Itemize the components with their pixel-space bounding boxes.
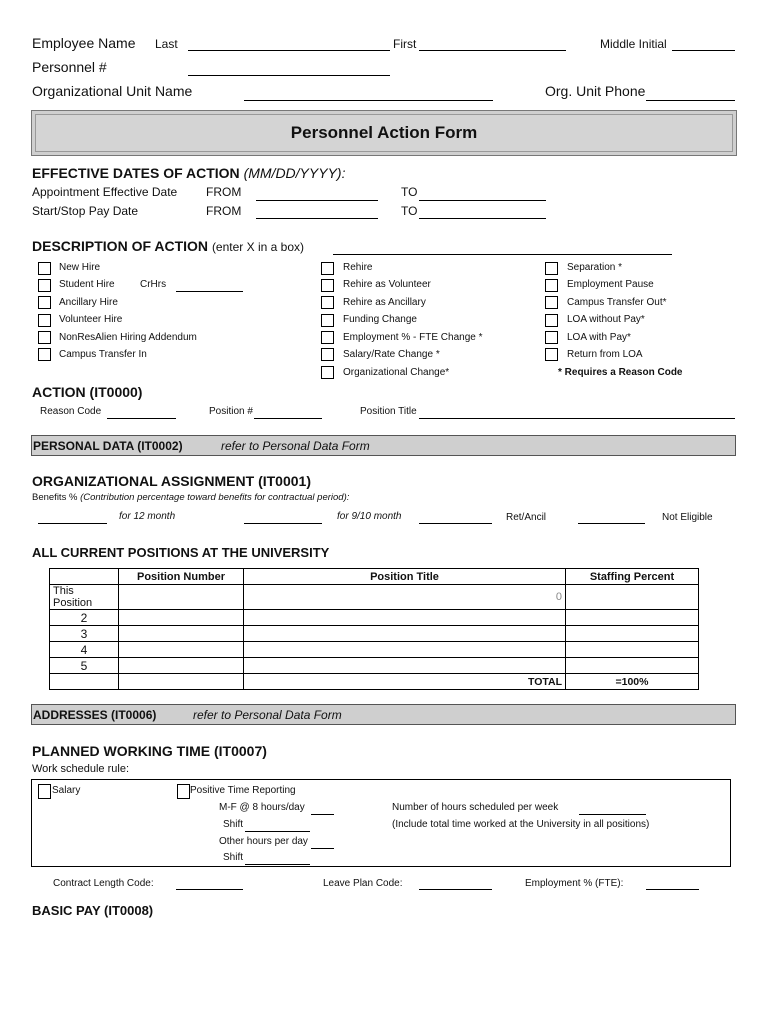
- nonresalien-checkbox[interactable]: [38, 331, 51, 344]
- campus-transfer-out-label: Campus Transfer Out*: [567, 297, 667, 308]
- middle-initial-label: Middle Initial: [600, 37, 667, 51]
- middle-initial-field[interactable]: [672, 50, 735, 51]
- position-number-cell[interactable]: [119, 658, 244, 674]
- employee-name-label: Employee Name: [32, 35, 136, 51]
- return-from-loa-label: Return from LOA: [567, 349, 643, 360]
- fte-change-checkbox[interactable]: [321, 331, 334, 344]
- personal-data-band: [31, 435, 736, 456]
- appointment-from-label: FROM: [206, 185, 242, 199]
- benefits-label: Benefits % (Contribution percentage toward benefits for contractual period):: [32, 492, 350, 503]
- employment-fte-field[interactable]: [646, 889, 699, 890]
- table-header-row: [50, 569, 699, 585]
- staffing-percent-cell[interactable]: [566, 585, 699, 610]
- org-unit-name-field[interactable]: [244, 100, 493, 101]
- volunteer-hire-label: Volunteer Hire: [59, 314, 123, 325]
- addresses-note: refer to Personal Data Form: [193, 708, 342, 722]
- org-unit-phone-field[interactable]: [646, 100, 735, 101]
- row-label: 3: [50, 626, 119, 642]
- staffing-percent-cell[interactable]: [566, 658, 699, 674]
- org-assignment-heading: ORGANIZATIONAL ASSIGNMENT (IT0001): [32, 473, 311, 489]
- benefits-9-10-month-field[interactable]: [244, 523, 322, 524]
- positive-time-checkbox[interactable]: [177, 784, 190, 799]
- mf-hours-label: M-F @ 8 hours/day: [219, 802, 305, 813]
- appointment-from-field[interactable]: [256, 200, 378, 201]
- addresses-band: [31, 704, 736, 725]
- rehire-checkbox[interactable]: [321, 262, 334, 275]
- personal-data-note: refer to Personal Data Form: [221, 439, 370, 453]
- total-empty-cell: [50, 674, 119, 690]
- position-title-cell[interactable]: [244, 642, 566, 658]
- org-unit-phone-label: Org. Unit Phone: [545, 83, 646, 99]
- shift-label-1: Shift: [223, 819, 244, 830]
- hours-per-week-field[interactable]: [579, 814, 646, 815]
- col-position-title: Position Title: [244, 569, 566, 585]
- description-heading: DESCRIPTION OF ACTION (enter X in a box): [32, 238, 304, 254]
- basic-pay-heading: BASIC PAY (IT0008): [32, 903, 154, 918]
- table-row: [50, 585, 699, 610]
- staffing-percent-cell[interactable]: [566, 642, 699, 658]
- position-number-cell[interactable]: [119, 610, 244, 626]
- table-row: [50, 626, 699, 642]
- action-heading: ACTION (IT0000): [32, 384, 143, 400]
- employment-pause-label: Employment Pause: [567, 279, 654, 290]
- personnel-number-label: Personnel #: [32, 59, 107, 75]
- addresses-label: ADDRESSES (IT0006): [33, 708, 157, 722]
- rehire-label: Rehire: [343, 262, 373, 273]
- nonresalien-label: NonResAlien Hiring Addendum: [59, 332, 197, 343]
- for-9-10-month-label: for 9/10 month: [337, 511, 402, 522]
- other-hours-field[interactable]: [311, 848, 334, 849]
- loa-with-pay-label: LOA with Pay*: [567, 332, 631, 343]
- not-eligible-label: Not Eligible: [662, 512, 713, 523]
- employment-pause-checkbox[interactable]: [545, 279, 558, 292]
- benefits-not-eligible-field[interactable]: [578, 523, 645, 524]
- salary-change-label: Salary/Rate Change *: [343, 349, 440, 360]
- table-row: [50, 658, 699, 674]
- startstop-date-label: Start/Stop Pay Date: [32, 204, 139, 218]
- startstop-to-label: TO: [401, 204, 418, 218]
- ancillary-hire-checkbox[interactable]: [38, 296, 51, 309]
- startstop-from-field[interactable]: [256, 218, 378, 219]
- total-label: TOTAL: [244, 674, 566, 690]
- crhrs-label: CrHrs: [140, 279, 167, 290]
- org-unit-name-label: Organizational Unit Name: [32, 83, 193, 99]
- description-field[interactable]: [333, 254, 672, 255]
- for-12-month-label: for 12 month: [119, 511, 176, 522]
- effective-dates-heading: EFFECTIVE DATES OF ACTION (MM/DD/YYYY):: [32, 165, 346, 181]
- shift-label-2: Shift: [223, 852, 244, 863]
- shift-field-1[interactable]: [245, 831, 310, 832]
- contract-length-field[interactable]: [176, 889, 243, 890]
- planned-working-time-box: [31, 779, 731, 867]
- new-hire-checkbox[interactable]: [38, 262, 51, 275]
- org-change-label: Organizational Change*: [343, 367, 450, 378]
- position-title-cell[interactable]: 0: [244, 585, 566, 610]
- staffing-percent-cell[interactable]: [566, 610, 699, 626]
- personnel-number-field[interactable]: [188, 75, 390, 76]
- rehire-ancillary-label: Rehire as Ancillary: [343, 297, 426, 308]
- org-change-checkbox[interactable]: [321, 366, 334, 379]
- position-number-field[interactable]: [254, 418, 322, 419]
- loa-without-pay-label: LOA without Pay*: [567, 314, 645, 325]
- benefits-12-month-field[interactable]: [38, 523, 107, 524]
- return-from-loa-checkbox[interactable]: [545, 348, 558, 361]
- position-title-field[interactable]: [419, 418, 735, 419]
- salary-label: Salary: [52, 785, 81, 796]
- rehire-volunteer-label: Rehire as Volunteer: [343, 279, 431, 290]
- position-title-cell[interactable]: [244, 610, 566, 626]
- position-title-cell[interactable]: [244, 658, 566, 674]
- fte-change-label: Employment % - FTE Change *: [343, 332, 483, 343]
- total-value: =100%: [566, 674, 699, 690]
- crhrs-field[interactable]: [176, 291, 243, 292]
- campus-transfer-in-checkbox[interactable]: [38, 348, 51, 361]
- rehire-ancillary-checkbox[interactable]: [321, 296, 334, 309]
- loa-with-pay-checkbox[interactable]: [545, 331, 558, 344]
- table-corner-cell: [50, 569, 119, 585]
- row-label: 2: [50, 610, 119, 626]
- reason-code-label: Reason Code: [40, 406, 102, 417]
- personal-data-label: PERSONAL DATA (IT0002): [33, 439, 183, 453]
- positions-table: [49, 568, 699, 690]
- mf-hours-field[interactable]: [311, 814, 334, 815]
- position-number-label: Position #: [209, 406, 253, 417]
- first-name-field[interactable]: [419, 50, 566, 51]
- campus-transfer-out-checkbox[interactable]: [545, 296, 558, 309]
- position-number-cell[interactable]: [119, 626, 244, 642]
- loa-without-pay-checkbox[interactable]: [545, 314, 558, 327]
- funding-change-checkbox[interactable]: [321, 314, 334, 327]
- salary-checkbox[interactable]: [38, 784, 51, 799]
- contract-length-label: Contract Length Code:: [53, 878, 154, 889]
- appointment-date-label: Appointment Effective Date: [32, 185, 178, 199]
- startstop-to-field[interactable]: [419, 218, 546, 219]
- employment-fte-label: Employment % (FTE):: [525, 878, 624, 889]
- table-total-row: [50, 674, 699, 690]
- position-title-cell[interactable]: [244, 626, 566, 642]
- requires-reason-note: * Requires a Reason Code: [558, 367, 683, 378]
- form-title-box: [31, 110, 737, 156]
- position-number-cell[interactable]: [119, 642, 244, 658]
- separation-checkbox[interactable]: [545, 262, 558, 275]
- salary-change-checkbox[interactable]: [321, 348, 334, 361]
- position-number-cell[interactable]: [119, 585, 244, 610]
- form-title: Personnel Action Form: [290, 123, 478, 142]
- position-title-label: Position Title: [360, 406, 417, 417]
- table-row: [50, 642, 699, 658]
- student-hire-checkbox[interactable]: [38, 279, 51, 292]
- positive-time-label: Positive Time Reporting: [190, 785, 296, 796]
- leave-plan-field[interactable]: [419, 889, 492, 890]
- positions-heading: ALL CURRENT POSITIONS AT THE UNIVERSITY: [32, 545, 330, 560]
- appointment-to-field[interactable]: [419, 200, 546, 201]
- new-hire-label: New Hire: [59, 262, 101, 273]
- col-position-number: Position Number: [119, 569, 244, 585]
- first-name-label: First: [393, 37, 417, 51]
- hours-per-week-label: Number of hours scheduled per week: [392, 802, 559, 813]
- shift-field-2[interactable]: [245, 864, 310, 865]
- ret-ancil-label: Ret/Ancil: [506, 512, 547, 523]
- planned-working-time-heading: PLANNED WORKING TIME (IT0007): [32, 743, 267, 759]
- leave-plan-label: Leave Plan Code:: [323, 878, 403, 889]
- last-name-field[interactable]: [188, 50, 390, 51]
- funding-change-label: Funding Change: [343, 314, 417, 325]
- other-hours-label: Other hours per day: [219, 836, 308, 847]
- appointment-to-label: TO: [401, 185, 418, 199]
- row-label: This Position: [50, 585, 119, 610]
- include-note: (Include total time worked at the University in all positions): [392, 819, 650, 830]
- separation-label: Separation *: [567, 262, 623, 273]
- staffing-percent-cell[interactable]: [566, 626, 699, 642]
- ancillary-hire-label: Ancillary Hire: [59, 297, 118, 308]
- rehire-volunteer-checkbox[interactable]: [321, 279, 334, 292]
- benefits-ret-ancil-field[interactable]: [419, 523, 492, 524]
- startstop-from-label: FROM: [206, 204, 242, 218]
- col-staffing-percent: Staffing Percent: [566, 569, 699, 585]
- work-schedule-rule-label: Work schedule rule:: [32, 763, 130, 775]
- table-row: [50, 610, 699, 626]
- row-label: 4: [50, 642, 119, 658]
- student-hire-label: Student Hire: [59, 279, 115, 290]
- total-empty-cell: [119, 674, 244, 690]
- last-name-label: Last: [155, 37, 178, 51]
- campus-transfer-in-label: Campus Transfer In: [59, 349, 147, 360]
- row-label: 5: [50, 658, 119, 674]
- volunteer-hire-checkbox[interactable]: [38, 314, 51, 327]
- reason-code-field[interactable]: [107, 418, 176, 419]
